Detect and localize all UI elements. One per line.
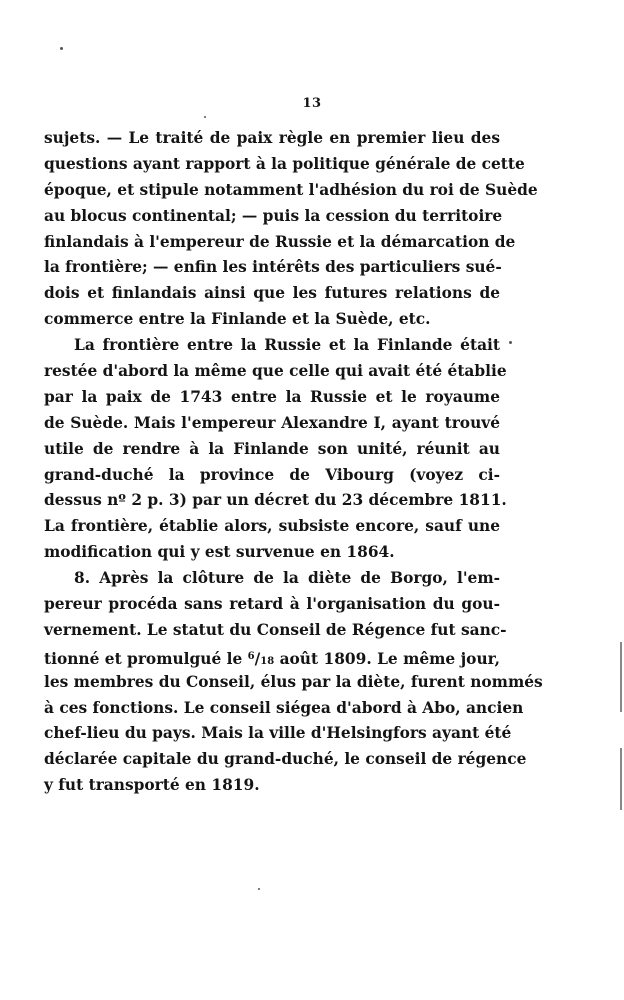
fraction-denominator: 18 (260, 655, 275, 667)
text-line: La frontière, établie alors, subsiste encore, sauf une (44, 517, 500, 536)
text-line: époque, et stipule notamment l'adhésion du roi de Suède (44, 180, 538, 199)
page-number: 13 (302, 96, 322, 111)
text-line: de Suède. Mais l'empereur Alexandre I, ayant trouvé (44, 413, 500, 432)
text-line: dois et finlandais ainsi que les futures relations de (44, 284, 500, 303)
scan-margin-line (620, 748, 622, 810)
scan-speck (509, 341, 512, 344)
date-line-before: tionné et promulgué le (44, 649, 248, 668)
text-line: 8. Après la clôture de la diète de Borgo, l'em- (74, 569, 500, 588)
fraction-numerator: 6 (247, 650, 255, 662)
text-line: par la paix de 1743 entre la Russie et le royaume (44, 387, 500, 406)
text-line: pereur procéda sans retard à l'organisation du gou- (44, 595, 500, 614)
scan-speck (204, 116, 206, 118)
text-line-date: tionné et promulgué le $^6$/18 août 1809. Le même jour, (44, 649, 500, 668)
scan-speck (60, 47, 63, 50)
text-line: La frontière entre la Russie et la Finlande était (74, 336, 500, 355)
text-line: modification qui y est survenue en 1864. (44, 543, 395, 562)
text-line: y fut transporté en 1819. (44, 776, 260, 795)
text-line: déclarée capitale du grand-duché, le conseil de régence (44, 750, 527, 769)
text-line: les membres du Conseil, élus par la diète, furent nommés (44, 672, 543, 691)
text-line: à ces fonctions. Le conseil siégea d'abord à Abo, ancien (44, 698, 524, 717)
text-line: au blocus continental; — puis la cession du territoire (44, 206, 503, 225)
text-line: questions ayant rapport à la politique générale de cette (44, 154, 525, 173)
text-line: sujets. — Le traité de paix règle en premier lieu des (44, 129, 500, 147)
date-line-after: août 1809. Le même jour, (274, 649, 500, 668)
scan-speck (258, 888, 260, 890)
text-line: grand-duché la province de Vibourg (voyez ci- (44, 465, 500, 484)
text-line: vernement. Le statut du Conseil de Régence fut sanc- (44, 620, 507, 639)
text-line: dessus nº 2 p. 3) par un décret du 23 décembre 1811. (44, 491, 507, 510)
text-line: chef-lieu du pays. Mais la ville d'Helsingfors ayant été (44, 724, 512, 743)
text-line: restée d'abord la même que celle qui avait été établie (44, 362, 507, 381)
text-line: finlandais à l'empereur de Russie et la démarcation de (44, 232, 516, 251)
text-line: commerce entre la Finlande et la Suède, etc. (44, 310, 431, 329)
body-text (44, 126, 543, 799)
text-line: la frontière; — enfin les intérêts des particuliers sué- (44, 258, 502, 277)
scan-margin-line (620, 642, 622, 712)
text-line: utile de rendre à la Finlande son unité, réunit au (44, 439, 500, 458)
